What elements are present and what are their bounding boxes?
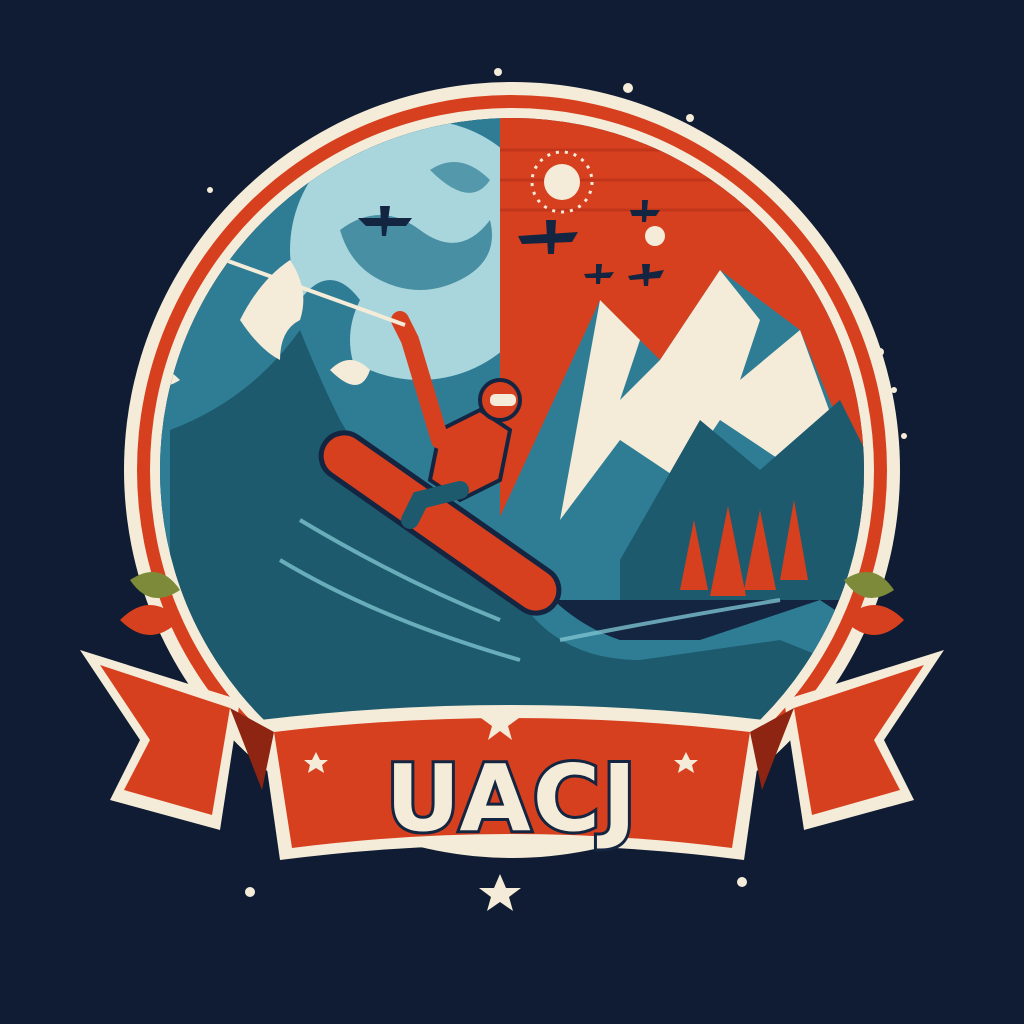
banner-title: UACJ [385,745,639,852]
